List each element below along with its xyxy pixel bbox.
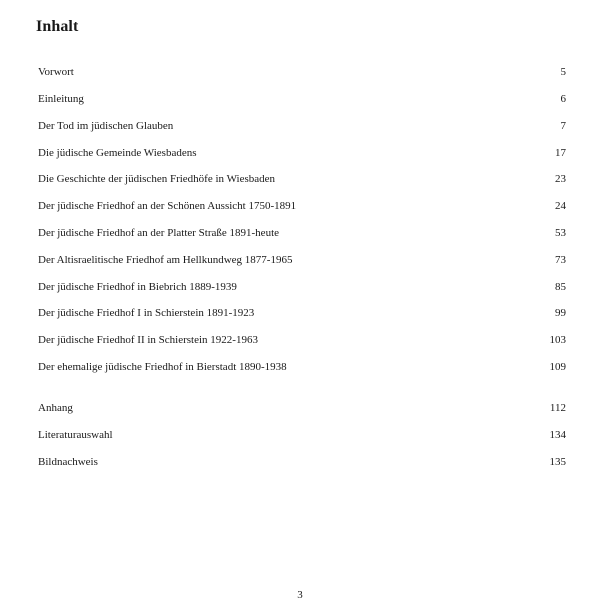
toc-entry — [38, 225, 566, 241]
toc-entry-title: Der jüdische Friedhof I in Schierstein 1891-1923 — [38, 307, 255, 319]
toc-entry-page: 24 — [555, 200, 566, 212]
toc-entry — [38, 118, 566, 134]
toc-entry-title: Der ehemalige jüdische Friedhof in Bierstadt 1890-1938 — [38, 361, 287, 373]
toc-entry-page: 6 — [560, 93, 566, 105]
toc-entry — [38, 332, 566, 348]
toc-entry-title: Vorwort — [38, 66, 74, 78]
toc-entry-page: 109 — [549, 361, 566, 373]
toc-entry-page: 99 — [555, 307, 566, 319]
toc-entry — [38, 305, 566, 321]
toc-entry-page: 73 — [555, 254, 566, 266]
toc-entry — [38, 145, 566, 161]
toc-entry-title: Literaturauswahl — [38, 429, 113, 441]
toc-entry-title: Der jüdische Friedhof II in Schierstein 1922-1963 — [38, 334, 258, 346]
toc-entry-title: Einleitung — [38, 93, 84, 105]
toc-entry — [38, 427, 566, 443]
toc-entry-title: Der jüdische Friedhof in Biebrich 1889-1939 — [38, 281, 237, 293]
toc-entry-title: Die jüdische Gemeinde Wiesbadens — [38, 147, 197, 159]
toc-entry — [38, 91, 566, 107]
toc-entry-title: Bildnachweis — [38, 456, 98, 468]
toc-entry-title: Der Altisraelitische Friedhof am Hellkundweg 1877-1965 — [38, 254, 293, 266]
toc-entry-page: 103 — [549, 334, 566, 346]
toc-entry — [38, 252, 566, 268]
toc-entry — [38, 400, 566, 416]
toc-entry-page: 134 — [549, 429, 566, 441]
toc-entry-page: 23 — [555, 173, 566, 185]
page-title: Inhalt — [36, 18, 79, 35]
toc-entry-page: 17 — [555, 147, 566, 159]
toc-entry-title: Der Tod im jüdischen Glauben — [38, 120, 174, 132]
toc-entry-page: 85 — [555, 281, 566, 293]
toc-entry-title: Die Geschichte der jüdischen Friedhöfe in Wiesbaden — [38, 173, 275, 185]
toc-entry-title: Der jüdische Friedhof an der Schönen Aussicht 1750-1891 — [38, 200, 297, 212]
toc-entry-title: Anhang — [38, 402, 73, 414]
toc-entry — [38, 279, 566, 295]
toc-entry — [38, 359, 566, 375]
toc-entry-page: 53 — [555, 227, 566, 239]
toc-entry — [38, 171, 566, 187]
page-number: 3 — [297, 589, 303, 601]
toc-entry — [38, 64, 566, 80]
toc-entry-title: Der jüdische Friedhof an der Platter Straße 1891-heute — [38, 227, 280, 239]
toc-entry-page: 112 — [549, 402, 566, 414]
toc-entry-page: 7 — [560, 120, 566, 132]
toc-entry — [38, 198, 566, 214]
toc-entry — [38, 454, 566, 470]
toc-entry-page: 135 — [549, 456, 566, 468]
toc-entry-page: 5 — [560, 66, 566, 78]
